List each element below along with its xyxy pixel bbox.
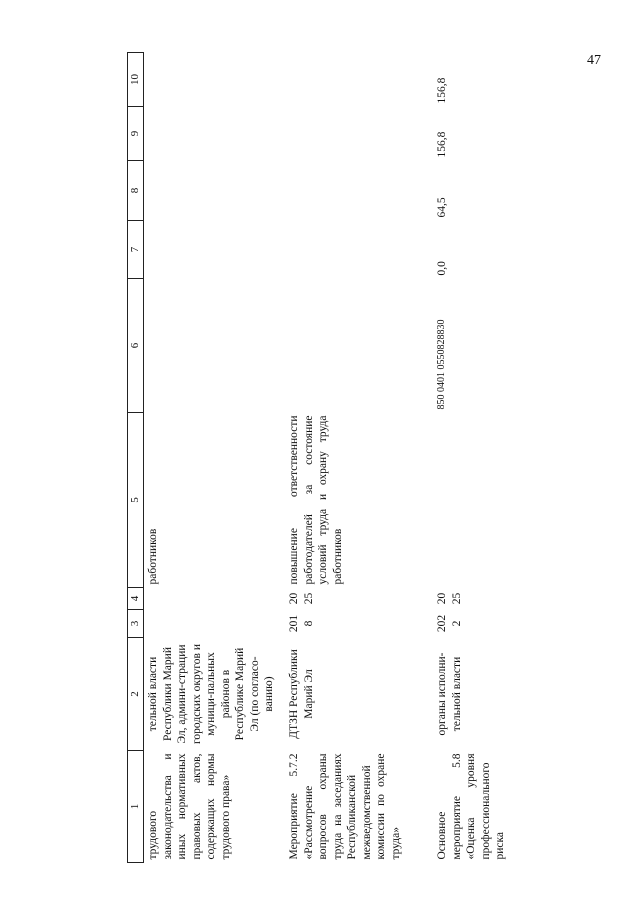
value-cell-9 xyxy=(285,107,433,161)
end-year-cell xyxy=(144,588,286,610)
start-year-cell: 2022 xyxy=(436,614,463,633)
column-header: 10 xyxy=(128,53,144,107)
result-cell xyxy=(433,413,514,588)
column-header: 5 xyxy=(128,413,144,588)
budget-code-cell: 850 0401 0550828830 xyxy=(436,319,447,410)
column-header: 1 xyxy=(128,751,144,863)
column-header: 4 xyxy=(128,588,144,610)
event-name-cell: Основное мероприятие 5.8 «Оценка уровня профессионального риска xyxy=(436,753,506,860)
start-year-cell xyxy=(144,610,286,638)
value-cell-8 xyxy=(285,161,433,221)
page-number: 47 xyxy=(587,53,601,68)
column-header: 7 xyxy=(128,221,144,279)
table-row xyxy=(285,53,433,863)
column-header: 8 xyxy=(128,161,144,221)
value-cell-10 xyxy=(285,53,433,107)
rotated-page-content xyxy=(127,53,627,863)
value-cell-8 xyxy=(144,161,286,221)
end-year-cell: 2025 xyxy=(288,592,315,605)
column-header: 6 xyxy=(128,279,144,413)
column-header: 2 xyxy=(128,638,144,751)
budget-code-cell xyxy=(144,279,286,413)
value-cell-7 xyxy=(144,221,286,279)
program-table xyxy=(127,52,514,863)
header-row xyxy=(128,53,144,863)
value-cell-7 xyxy=(285,221,433,279)
result-cell: повышение ответственности работодателей за состояние условий труда и охрану труда работников xyxy=(288,415,344,585)
value-cell-8: 64,5 xyxy=(436,197,448,218)
value-cell-10 xyxy=(144,53,286,107)
event-name-cell: Мероприятие 5.7.2 «Рассмотрение вопросов охраны труда на заседаниях Республиканской межведомственной комиссии по охране труда» xyxy=(288,753,402,860)
executor-cell: органы исполни-тельной власти xyxy=(436,652,463,736)
column-header: 9 xyxy=(128,107,144,161)
budget-code-cell xyxy=(285,279,433,413)
value-cell-10: 156,8 xyxy=(436,77,448,104)
table-row xyxy=(433,53,514,863)
column-header: 3 xyxy=(128,610,144,638)
end-year-cell: 2025 xyxy=(436,592,463,605)
event-name-cell: трудового законодательства и иных нормативных правовых актов, содержащих нормы трудового права» xyxy=(147,753,232,860)
result-cell: работников xyxy=(147,528,159,585)
value-cell-9: 156,8 xyxy=(436,131,448,158)
table-row xyxy=(144,53,286,863)
start-year-cell: 2018 xyxy=(288,614,315,633)
value-cell-7: 0,0 xyxy=(436,261,448,276)
executor-cell: тельной власти Республики Марий Эл, админи-страции городских округов и муници-пальных районов в Республике Марий Эл (по согласо-ванию) xyxy=(147,644,275,744)
value-cell-9 xyxy=(144,107,286,161)
executor-cell: ДТЗН Республики Марий Эл xyxy=(288,649,315,739)
